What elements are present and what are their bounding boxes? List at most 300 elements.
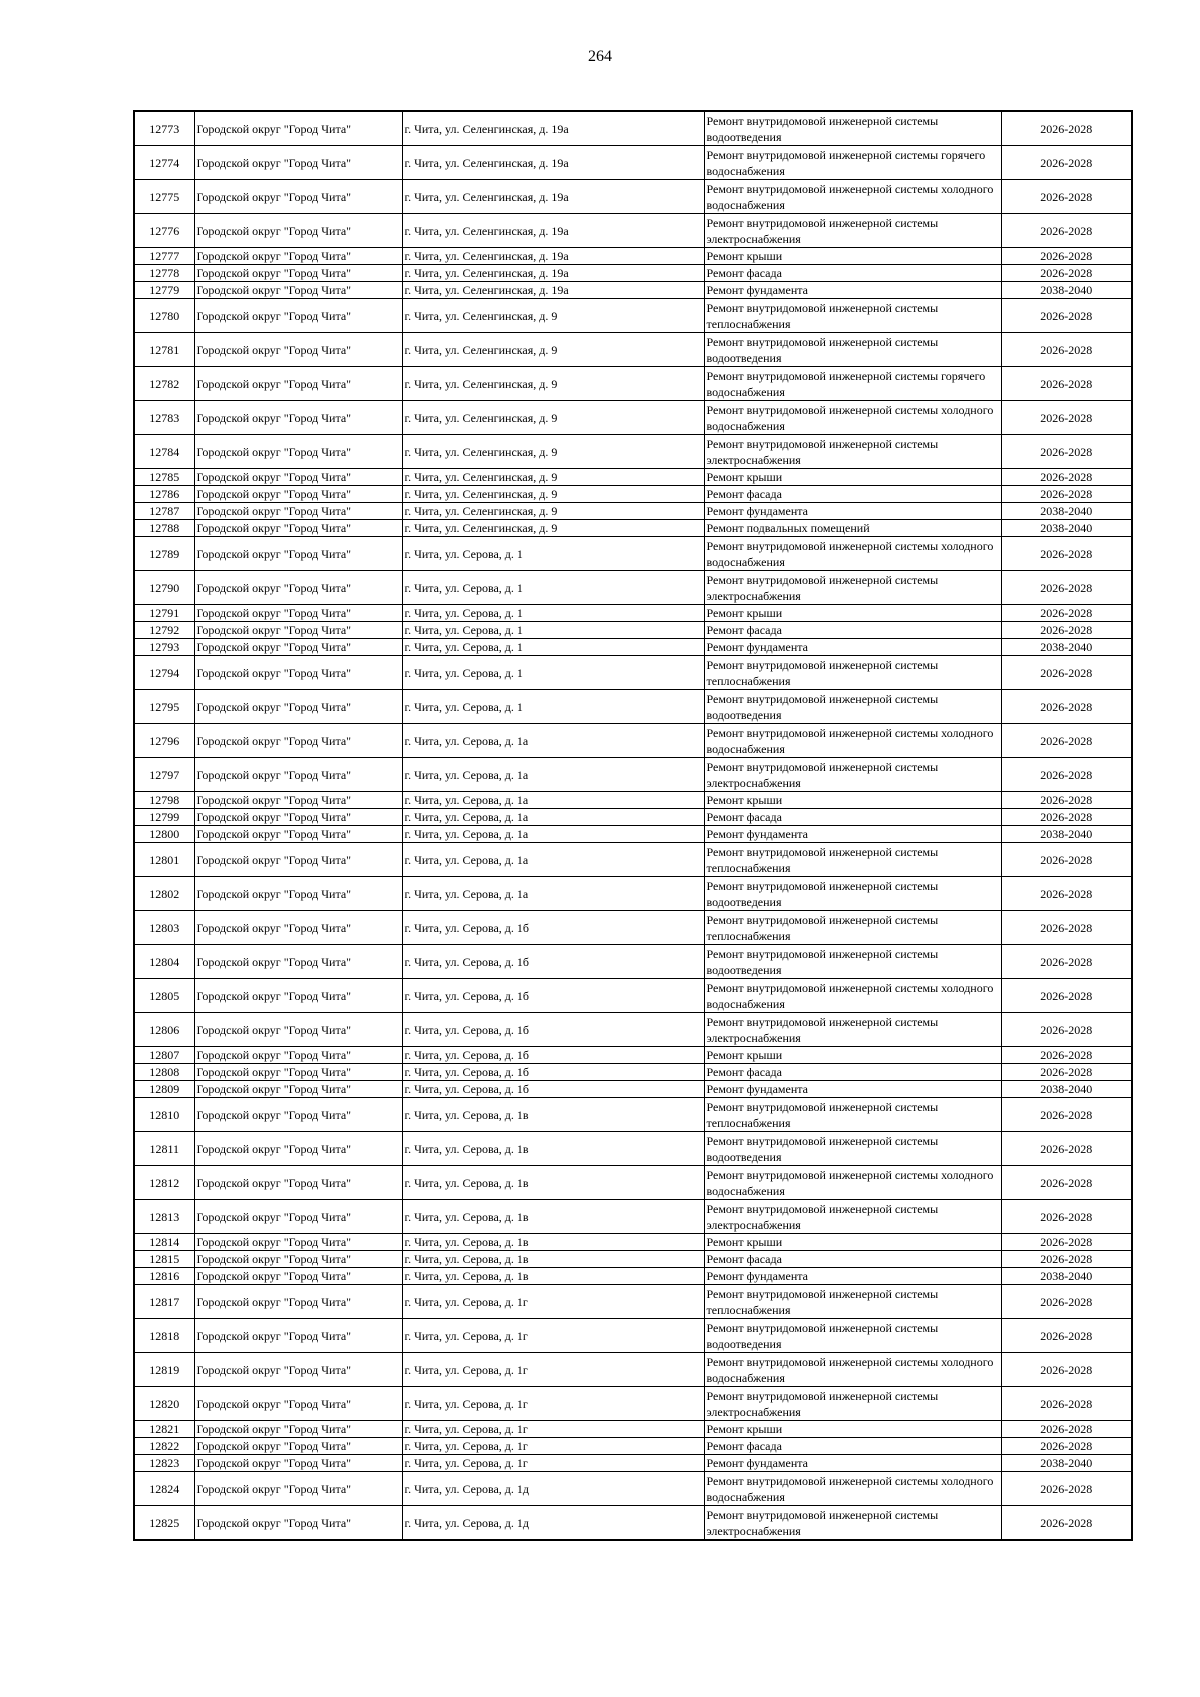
work-type-cell: Ремонт фундамента (704, 1268, 1001, 1285)
work-type-cell: Ремонт фундамента (704, 503, 1001, 520)
period-cell: 2026-2028 (1001, 1506, 1132, 1541)
table-row (134, 1081, 1132, 1098)
row-number-cell: 12802 (134, 877, 194, 911)
municipality-cell: Городской округ "Город Чита" (194, 367, 402, 401)
row-number-cell: 12821 (134, 1421, 194, 1438)
row-number-cell: 12811 (134, 1132, 194, 1166)
municipality-cell: Городской округ "Город Чита" (194, 1013, 402, 1047)
table-row (134, 1506, 1132, 1541)
table-row (134, 520, 1132, 537)
row-number-cell: 12803 (134, 911, 194, 945)
row-number-cell: 12808 (134, 1064, 194, 1081)
work-type-cell: Ремонт внутридомовой инженерной системы электроснабжения (704, 1387, 1001, 1421)
table-row (134, 486, 1132, 503)
period-cell: 2026-2028 (1001, 1234, 1132, 1251)
address-cell: г. Чита, ул. Серова, д. 1б (402, 911, 704, 945)
period-cell: 2026-2028 (1001, 299, 1132, 333)
address-cell: г. Чита, ул. Серова, д. 1б (402, 1064, 704, 1081)
table-row (134, 282, 1132, 299)
municipality-cell: Городской округ "Город Чита" (194, 826, 402, 843)
table-row (134, 469, 1132, 486)
address-cell: г. Чита, ул. Серова, д. 1 (402, 639, 704, 656)
work-type-cell: Ремонт внутридомовой инженерной системы теплоснабжения (704, 911, 1001, 945)
table-row (134, 809, 1132, 826)
table-row (134, 1285, 1132, 1319)
address-cell: г. Чита, ул. Серова, д. 1г (402, 1438, 704, 1455)
table-row (134, 1013, 1132, 1047)
row-number-cell: 12818 (134, 1319, 194, 1353)
municipality-cell: Городской округ "Город Чита" (194, 503, 402, 520)
work-type-cell: Ремонт подвальных помещений (704, 520, 1001, 537)
row-number-cell: 12791 (134, 605, 194, 622)
address-cell: г. Чита, ул. Серова, д. 1а (402, 758, 704, 792)
address-cell: г. Чита, ул. Серова, д. 1г (402, 1387, 704, 1421)
work-type-cell: Ремонт крыши (704, 248, 1001, 265)
period-cell: 2026-2028 (1001, 111, 1132, 146)
row-number-cell: 12822 (134, 1438, 194, 1455)
municipality-cell: Городской округ "Город Чита" (194, 979, 402, 1013)
work-type-cell: Ремонт фасада (704, 265, 1001, 282)
row-number-cell: 12824 (134, 1472, 194, 1506)
table-row (134, 1387, 1132, 1421)
address-cell: г. Чита, ул. Селенгинская, д. 9 (402, 469, 704, 486)
period-cell: 2026-2028 (1001, 1421, 1132, 1438)
table-row (134, 401, 1132, 435)
row-number-cell: 12794 (134, 656, 194, 690)
table-row (134, 1234, 1132, 1251)
row-number-cell: 12774 (134, 146, 194, 180)
row-number-cell: 12798 (134, 792, 194, 809)
registry-table (133, 110, 1133, 1541)
address-cell: г. Чита, ул. Серова, д. 1 (402, 690, 704, 724)
work-type-cell: Ремонт внутридомовой инженерной системы холодного водоснабжения (704, 180, 1001, 214)
municipality-cell: Городской округ "Город Чита" (194, 111, 402, 146)
work-type-cell: Ремонт внутридомовой инженерной системы электроснабжения (704, 1506, 1001, 1541)
address-cell: г. Чита, ул. Серова, д. 1а (402, 792, 704, 809)
address-cell: г. Чита, ул. Серова, д. 1б (402, 945, 704, 979)
address-cell: г. Чита, ул. Селенгинская, д. 19а (402, 282, 704, 299)
work-type-cell: Ремонт фундамента (704, 826, 1001, 843)
work-type-cell: Ремонт фундамента (704, 639, 1001, 656)
period-cell: 2026-2028 (1001, 537, 1132, 571)
municipality-cell: Городской округ "Город Чита" (194, 656, 402, 690)
municipality-cell: Городской округ "Город Чита" (194, 639, 402, 656)
municipality-cell: Городской округ "Город Чита" (194, 1200, 402, 1234)
row-number-cell: 12779 (134, 282, 194, 299)
period-cell: 2026-2028 (1001, 1132, 1132, 1166)
period-cell: 2026-2028 (1001, 877, 1132, 911)
row-number-cell: 12797 (134, 758, 194, 792)
row-number-cell: 12773 (134, 111, 194, 146)
row-number-cell: 12777 (134, 248, 194, 265)
work-type-cell: Ремонт внутридомовой инженерной системы электроснабжения (704, 435, 1001, 469)
municipality-cell: Городской округ "Город Чита" (194, 1132, 402, 1166)
table-row (134, 248, 1132, 265)
address-cell: г. Чита, ул. Серова, д. 1б (402, 1013, 704, 1047)
municipality-cell: Городской округ "Город Чита" (194, 724, 402, 758)
work-type-cell: Ремонт внутридомовой инженерной системы теплоснабжения (704, 843, 1001, 877)
row-number-cell: 12814 (134, 1234, 194, 1251)
municipality-cell: Городской округ "Город Чита" (194, 146, 402, 180)
table-row (134, 1047, 1132, 1064)
table-row (134, 367, 1132, 401)
work-type-cell: Ремонт внутридомовой инженерной системы водоотведения (704, 111, 1001, 146)
period-cell: 2026-2028 (1001, 622, 1132, 639)
period-cell: 2026-2028 (1001, 435, 1132, 469)
work-type-cell: Ремонт внутридомовой инженерной системы электроснабжения (704, 214, 1001, 248)
work-type-cell: Ремонт фасада (704, 486, 1001, 503)
municipality-cell: Городской округ "Город Чита" (194, 911, 402, 945)
period-cell: 2026-2028 (1001, 605, 1132, 622)
table-row (134, 299, 1132, 333)
address-cell: г. Чита, ул. Селенгинская, д. 9 (402, 520, 704, 537)
address-cell: г. Чита, ул. Селенгинская, д. 9 (402, 401, 704, 435)
row-number-cell: 12775 (134, 180, 194, 214)
municipality-cell: Городской округ "Город Чита" (194, 1064, 402, 1081)
address-cell: г. Чита, ул. Серова, д. 1в (402, 1132, 704, 1166)
row-number-cell: 12823 (134, 1455, 194, 1472)
period-cell: 2026-2028 (1001, 401, 1132, 435)
period-cell: 2026-2028 (1001, 180, 1132, 214)
row-number-cell: 12786 (134, 486, 194, 503)
row-number-cell: 12788 (134, 520, 194, 537)
work-type-cell: Ремонт фасада (704, 1251, 1001, 1268)
table-row (134, 622, 1132, 639)
period-cell: 2026-2028 (1001, 1047, 1132, 1064)
table-row (134, 877, 1132, 911)
municipality-cell: Городской округ "Город Чита" (194, 469, 402, 486)
address-cell: г. Чита, ул. Серова, д. 1г (402, 1421, 704, 1438)
period-cell: 2026-2028 (1001, 571, 1132, 605)
address-cell: г. Чита, ул. Селенгинская, д. 19а (402, 265, 704, 282)
table-row (134, 111, 1132, 146)
municipality-cell: Городской округ "Город Чита" (194, 792, 402, 809)
address-cell: г. Чита, ул. Серова, д. 1а (402, 809, 704, 826)
work-type-cell: Ремонт фасада (704, 1438, 1001, 1455)
period-cell: 2026-2028 (1001, 333, 1132, 367)
table-row (134, 265, 1132, 282)
table-row (134, 826, 1132, 843)
municipality-cell: Городской округ "Город Чита" (194, 520, 402, 537)
work-type-cell: Ремонт внутридомовой инженерной системы холодного водоснабжения (704, 979, 1001, 1013)
work-type-cell: Ремонт внутридомовой инженерной системы электроснабжения (704, 571, 1001, 605)
table-row (134, 758, 1132, 792)
period-cell: 2026-2028 (1001, 809, 1132, 826)
municipality-cell: Городской округ "Город Чита" (194, 945, 402, 979)
work-type-cell: Ремонт внутридомовой инженерной системы водоотведения (704, 945, 1001, 979)
municipality-cell: Городской округ "Город Чита" (194, 1081, 402, 1098)
address-cell: г. Чита, ул. Серова, д. 1б (402, 979, 704, 1013)
work-type-cell: Ремонт внутридомовой инженерной системы холодного водоснабжения (704, 724, 1001, 758)
period-cell: 2026-2028 (1001, 843, 1132, 877)
table-row (134, 1200, 1132, 1234)
table-row (134, 690, 1132, 724)
row-number-cell: 12793 (134, 639, 194, 656)
address-cell: г. Чита, ул. Серова, д. 1д (402, 1472, 704, 1506)
table-row (134, 843, 1132, 877)
table-row (134, 1251, 1132, 1268)
work-type-cell: Ремонт внутридомовой инженерной системы водоотведения (704, 690, 1001, 724)
period-cell: 2026-2028 (1001, 146, 1132, 180)
work-type-cell: Ремонт крыши (704, 469, 1001, 486)
address-cell: г. Чита, ул. Серова, д. 1 (402, 622, 704, 639)
work-type-cell: Ремонт внутридомовой инженерной системы водоотведения (704, 1319, 1001, 1353)
work-type-cell: Ремонт крыши (704, 1421, 1001, 1438)
municipality-cell: Городской округ "Город Чита" (194, 1268, 402, 1285)
table-row (134, 333, 1132, 367)
table-row (134, 1098, 1132, 1132)
municipality-cell: Городской округ "Город Чита" (194, 401, 402, 435)
address-cell: г. Чита, ул. Серова, д. 1 (402, 537, 704, 571)
table-row (134, 605, 1132, 622)
row-number-cell: 12817 (134, 1285, 194, 1319)
period-cell: 2026-2028 (1001, 1353, 1132, 1387)
table-row (134, 1166, 1132, 1200)
municipality-cell: Городской округ "Город Чита" (194, 843, 402, 877)
address-cell: г. Чита, ул. Серова, д. 1в (402, 1098, 704, 1132)
row-number-cell: 12825 (134, 1506, 194, 1541)
address-cell: г. Чита, ул. Селенгинская, д. 19а (402, 146, 704, 180)
period-cell: 2038-2040 (1001, 503, 1132, 520)
period-cell: 2026-2028 (1001, 1064, 1132, 1081)
work-type-cell: Ремонт внутридомовой инженерной системы водоотведения (704, 1132, 1001, 1166)
work-type-cell: Ремонт внутридомовой инженерной системы электроснабжения (704, 1200, 1001, 1234)
table-row (134, 1319, 1132, 1353)
table-row (134, 945, 1132, 979)
row-number-cell: 12807 (134, 1047, 194, 1064)
address-cell: г. Чита, ул. Серова, д. 1в (402, 1268, 704, 1285)
period-cell: 2038-2040 (1001, 282, 1132, 299)
address-cell: г. Чита, ул. Селенгинская, д. 19а (402, 180, 704, 214)
address-cell: г. Чита, ул. Серова, д. 1г (402, 1319, 704, 1353)
row-number-cell: 12800 (134, 826, 194, 843)
table-row (134, 911, 1132, 945)
row-number-cell: 12778 (134, 265, 194, 282)
address-cell: г. Чита, ул. Серова, д. 1в (402, 1166, 704, 1200)
address-cell: г. Чита, ул. Серова, д. 1д (402, 1506, 704, 1541)
work-type-cell: Ремонт внутридомовой инженерной системы холодного водоснабжения (704, 401, 1001, 435)
municipality-cell: Городской округ "Город Чита" (194, 1421, 402, 1438)
address-cell: г. Чита, ул. Серова, д. 1а (402, 826, 704, 843)
period-cell: 2026-2028 (1001, 911, 1132, 945)
registry-table-body (134, 111, 1132, 1540)
municipality-cell: Городской округ "Город Чита" (194, 1098, 402, 1132)
work-type-cell: Ремонт внутридомовой инженерной системы водоотведения (704, 333, 1001, 367)
period-cell: 2026-2028 (1001, 1200, 1132, 1234)
municipality-cell: Городской округ "Город Чита" (194, 1506, 402, 1541)
work-type-cell: Ремонт внутридомовой инженерной системы холодного водоснабжения (704, 1166, 1001, 1200)
municipality-cell: Городской округ "Город Чита" (194, 1166, 402, 1200)
municipality-cell: Городской округ "Город Чита" (194, 435, 402, 469)
table-row (134, 1438, 1132, 1455)
period-cell: 2026-2028 (1001, 214, 1132, 248)
municipality-cell: Городской округ "Город Чита" (194, 1251, 402, 1268)
address-cell: г. Чита, ул. Серова, д. 1б (402, 1047, 704, 1064)
row-number-cell: 12796 (134, 724, 194, 758)
period-cell: 2026-2028 (1001, 792, 1132, 809)
period-cell: 2026-2028 (1001, 1387, 1132, 1421)
address-cell: г. Чита, ул. Селенгинская, д. 19а (402, 214, 704, 248)
row-number-cell: 12820 (134, 1387, 194, 1421)
work-type-cell: Ремонт внутридомовой инженерной системы электроснабжения (704, 758, 1001, 792)
row-number-cell: 12810 (134, 1098, 194, 1132)
period-cell: 2038-2040 (1001, 1455, 1132, 1472)
period-cell: 2026-2028 (1001, 248, 1132, 265)
row-number-cell: 12812 (134, 1166, 194, 1200)
period-cell: 2026-2028 (1001, 1098, 1132, 1132)
period-cell: 2026-2028 (1001, 945, 1132, 979)
address-cell: г. Чита, ул. Серова, д. 1г (402, 1285, 704, 1319)
municipality-cell: Городской округ "Город Чита" (194, 486, 402, 503)
row-number-cell: 12783 (134, 401, 194, 435)
municipality-cell: Городской округ "Город Чита" (194, 214, 402, 248)
municipality-cell: Городской округ "Город Чита" (194, 571, 402, 605)
address-cell: г. Чита, ул. Серова, д. 1г (402, 1353, 704, 1387)
table-row (134, 1421, 1132, 1438)
municipality-cell: Городской округ "Город Чита" (194, 333, 402, 367)
work-type-cell: Ремонт фундамента (704, 1455, 1001, 1472)
table-row (134, 435, 1132, 469)
period-cell: 2026-2028 (1001, 1166, 1132, 1200)
period-cell: 2026-2028 (1001, 758, 1132, 792)
address-cell: г. Чита, ул. Селенгинская, д. 9 (402, 367, 704, 401)
period-cell: 2026-2028 (1001, 265, 1132, 282)
work-type-cell: Ремонт внутридомовой инженерной системы холодного водоснабжения (704, 537, 1001, 571)
period-cell: 2038-2040 (1001, 1081, 1132, 1098)
municipality-cell: Городской округ "Город Чита" (194, 1387, 402, 1421)
work-type-cell: Ремонт внутридомовой инженерной системы электроснабжения (704, 1013, 1001, 1047)
work-type-cell: Ремонт внутридомовой инженерной системы теплоснабжения (704, 656, 1001, 690)
work-type-cell: Ремонт фундамента (704, 282, 1001, 299)
work-type-cell: Ремонт крыши (704, 1047, 1001, 1064)
table-row (134, 1064, 1132, 1081)
municipality-cell: Городской округ "Город Чита" (194, 537, 402, 571)
row-number-cell: 12780 (134, 299, 194, 333)
table-row (134, 503, 1132, 520)
row-number-cell: 12816 (134, 1268, 194, 1285)
work-type-cell: Ремонт внутридомовой инженерной системы теплоснабжения (704, 1285, 1001, 1319)
municipality-cell: Городской округ "Город Чита" (194, 180, 402, 214)
municipality-cell: Городской округ "Город Чита" (194, 622, 402, 639)
table-row (134, 1353, 1132, 1387)
municipality-cell: Городской округ "Город Чита" (194, 265, 402, 282)
address-cell: г. Чита, ул. Серова, д. 1а (402, 877, 704, 911)
row-number-cell: 12809 (134, 1081, 194, 1098)
work-type-cell: Ремонт внутридомовой инженерной системы горячего водоснабжения (704, 367, 1001, 401)
period-cell: 2026-2028 (1001, 1472, 1132, 1506)
table-row (134, 979, 1132, 1013)
municipality-cell: Городской округ "Город Чита" (194, 809, 402, 826)
period-cell: 2026-2028 (1001, 469, 1132, 486)
period-cell: 2038-2040 (1001, 1268, 1132, 1285)
address-cell: г. Чита, ул. Серова, д. 1б (402, 1081, 704, 1098)
table-row (134, 537, 1132, 571)
period-cell: 2026-2028 (1001, 1251, 1132, 1268)
municipality-cell: Городской округ "Город Чита" (194, 248, 402, 265)
address-cell: г. Чита, ул. Селенгинская, д. 19а (402, 111, 704, 146)
municipality-cell: Городской округ "Город Чита" (194, 282, 402, 299)
work-type-cell: Ремонт внутридомовой инженерной системы горячего водоснабжения (704, 146, 1001, 180)
period-cell: 2038-2040 (1001, 826, 1132, 843)
work-type-cell: Ремонт фасада (704, 809, 1001, 826)
period-cell: 2026-2028 (1001, 724, 1132, 758)
table-row (134, 146, 1132, 180)
table-row (134, 656, 1132, 690)
row-number-cell: 12789 (134, 537, 194, 571)
work-type-cell: Ремонт крыши (704, 605, 1001, 622)
municipality-cell: Городской округ "Город Чита" (194, 1047, 402, 1064)
row-number-cell: 12804 (134, 945, 194, 979)
table-row (134, 571, 1132, 605)
work-type-cell: Ремонт внутридомовой инженерной системы теплоснабжения (704, 299, 1001, 333)
table-row (134, 1132, 1132, 1166)
municipality-cell: Городской округ "Город Чита" (194, 1319, 402, 1353)
period-cell: 2038-2040 (1001, 639, 1132, 656)
row-number-cell: 12799 (134, 809, 194, 826)
address-cell: г. Чита, ул. Серова, д. 1в (402, 1251, 704, 1268)
table-row (134, 180, 1132, 214)
work-type-cell: Ремонт внутридомовой инженерной системы холодного водоснабжения (704, 1353, 1001, 1387)
address-cell: г. Чита, ул. Серова, д. 1а (402, 843, 704, 877)
table-row (134, 792, 1132, 809)
work-type-cell: Ремонт крыши (704, 792, 1001, 809)
address-cell: г. Чита, ул. Селенгинская, д. 9 (402, 333, 704, 367)
period-cell: 2038-2040 (1001, 520, 1132, 537)
row-number-cell: 12815 (134, 1251, 194, 1268)
page-number: 264 (588, 48, 612, 65)
municipality-cell: Городской округ "Город Чита" (194, 299, 402, 333)
period-cell: 2026-2028 (1001, 1319, 1132, 1353)
municipality-cell: Городской округ "Город Чита" (194, 1472, 402, 1506)
address-cell: г. Чита, ул. Серова, д. 1 (402, 605, 704, 622)
table-row (134, 1455, 1132, 1472)
address-cell: г. Чита, ул. Селенгинская, д. 9 (402, 299, 704, 333)
address-cell: г. Чита, ул. Серова, д. 1в (402, 1234, 704, 1251)
table-row (134, 724, 1132, 758)
address-cell: г. Чита, ул. Серова, д. 1а (402, 724, 704, 758)
row-number-cell: 12782 (134, 367, 194, 401)
municipality-cell: Городской округ "Город Чита" (194, 1234, 402, 1251)
table-row (134, 1472, 1132, 1506)
work-type-cell: Ремонт фасада (704, 622, 1001, 639)
address-cell: г. Чита, ул. Селенгинская, д. 19а (402, 248, 704, 265)
row-number-cell: 12819 (134, 1353, 194, 1387)
period-cell: 2026-2028 (1001, 690, 1132, 724)
period-cell: 2026-2028 (1001, 1438, 1132, 1455)
municipality-cell: Городской округ "Город Чита" (194, 758, 402, 792)
period-cell: 2026-2028 (1001, 486, 1132, 503)
row-number-cell: 12776 (134, 214, 194, 248)
table-row (134, 1268, 1132, 1285)
work-type-cell: Ремонт крыши (704, 1234, 1001, 1251)
table-row (134, 214, 1132, 248)
period-cell: 2026-2028 (1001, 656, 1132, 690)
work-type-cell: Ремонт внутридомовой инженерной системы теплоснабжения (704, 1098, 1001, 1132)
municipality-cell: Городской округ "Город Чита" (194, 605, 402, 622)
row-number-cell: 12787 (134, 503, 194, 520)
address-cell: г. Чита, ул. Селенгинская, д. 9 (402, 435, 704, 469)
work-type-cell: Ремонт фасада (704, 1064, 1001, 1081)
row-number-cell: 12784 (134, 435, 194, 469)
municipality-cell: Городской округ "Город Чита" (194, 1353, 402, 1387)
period-cell: 2026-2028 (1001, 367, 1132, 401)
address-cell: г. Чита, ул. Серова, д. 1в (402, 1200, 704, 1234)
row-number-cell: 12792 (134, 622, 194, 639)
work-type-cell: Ремонт внутридомовой инженерной системы водоотведения (704, 877, 1001, 911)
row-number-cell: 12813 (134, 1200, 194, 1234)
work-type-cell: Ремонт фундамента (704, 1081, 1001, 1098)
table-row (134, 639, 1132, 656)
